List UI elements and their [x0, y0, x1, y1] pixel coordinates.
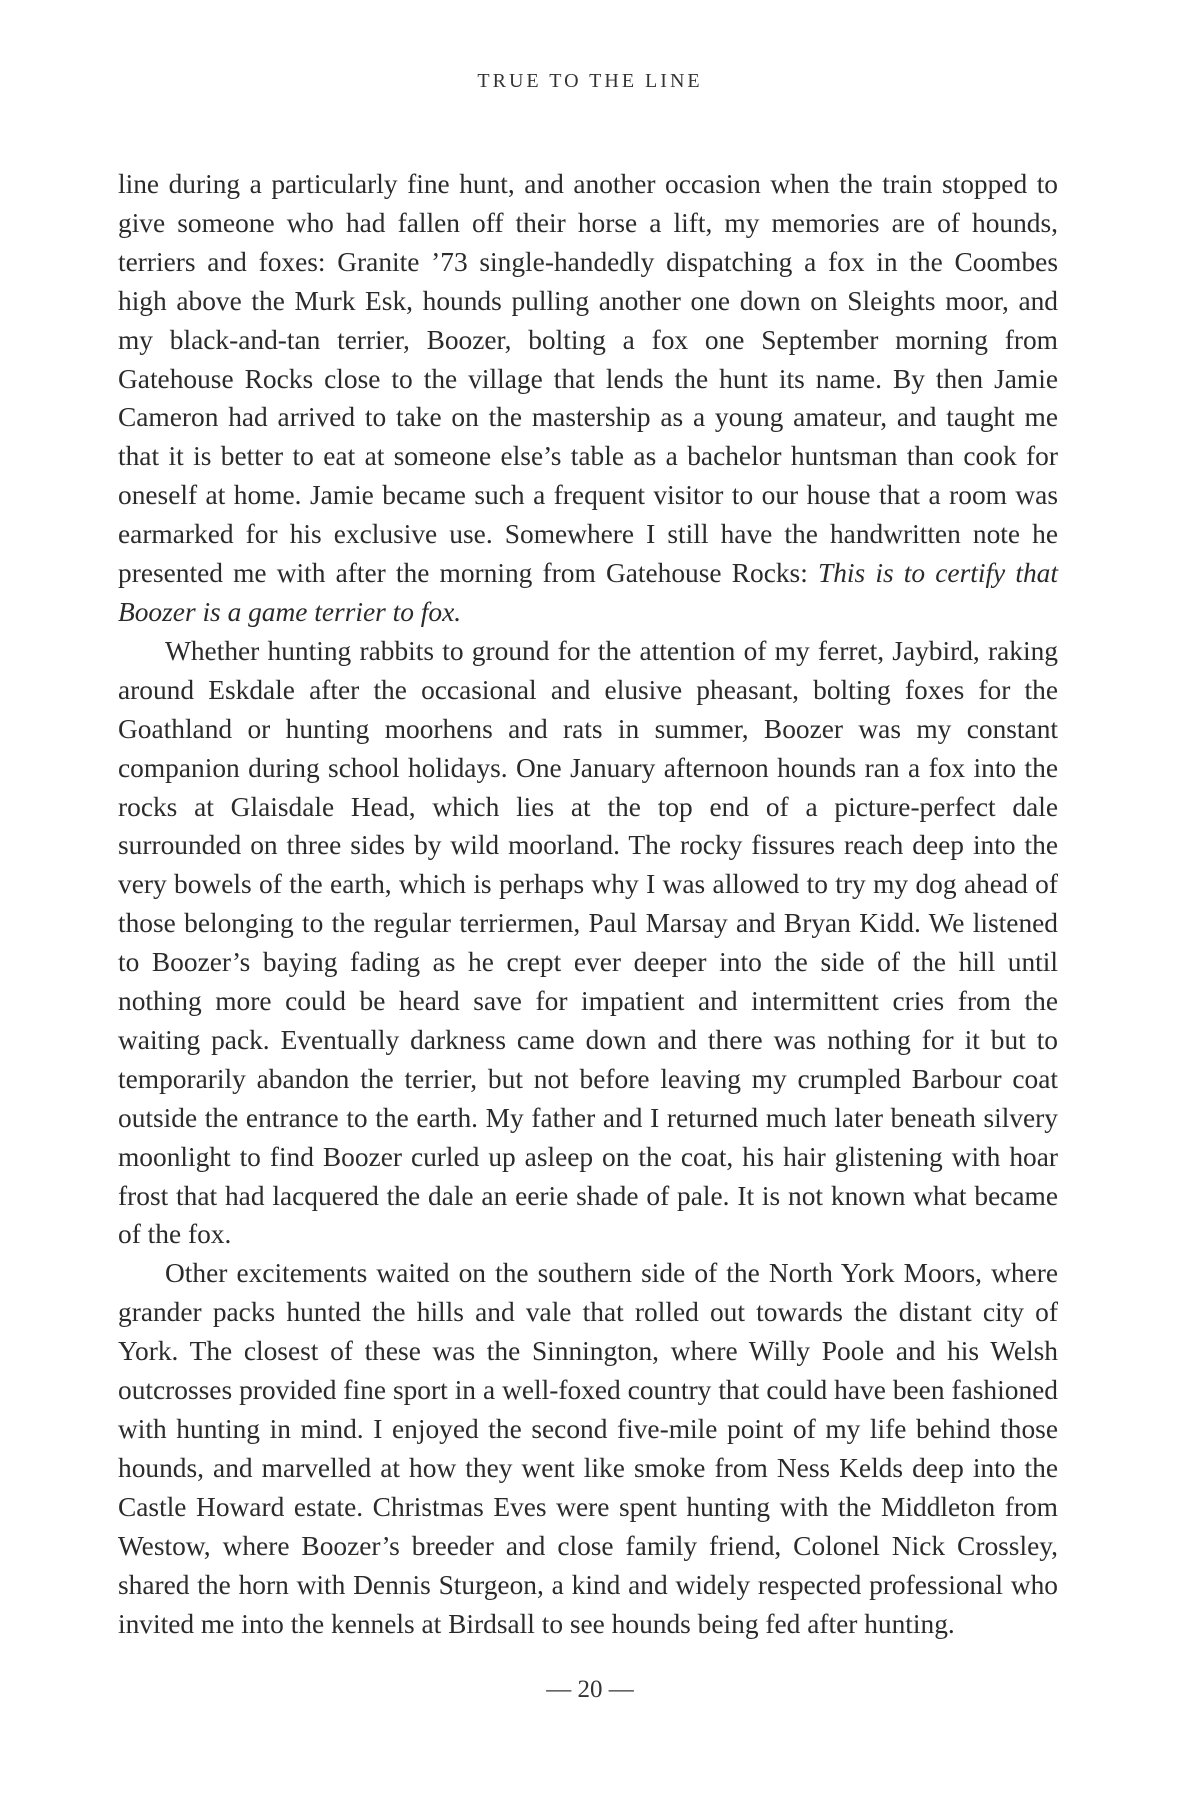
paragraph-1-text: line during a particularly fine hunt, and another occasion when the train stopped to give someone who had fallen off their horse a lift, my memories are of hounds, terriers and foxes: Granite ’73 single-handedly dispatching a fox in the Coombes high above the Murk Esk, hounds pulling another one down on Sleights moor, and my black-and-tan terrier, Boozer, bolting a fox one September morning from Gatehouse Rocks close to the village that lends the hunt its name. By then Jamie Cameron had arrived to take on the mastership as a young amateur, and taught me that it is better to eat at someone else’s table as a bachelor huntsman than cook for oneself at home. Jamie became such a frequent visitor to our house that a room was earmarked for his exclusive use. Somewhere I still have the handwritten note he presented me with after the morning from Gatehouse Rocks: — [118, 169, 1058, 589]
certificate-quote: This is to certify that Boozer is a game terrier to fox. — [118, 558, 1058, 627]
page-number: — 20 — — [546, 1676, 634, 1703]
body-text — [118, 165, 1058, 1643]
running-head: TRUE TO THE LINE — [477, 70, 703, 92]
paragraph-1 — [118, 165, 1058, 632]
paragraph-2: Whether hunting rabbits to ground for the attention of my ferret, Jaybird, raking around Eskdale after the occasional and elusive pheasant, bolting foxes for the Goathland or hunting moorhens and rats in summer, Boozer was my constant companion during school holidays. One January afternoon hounds ran a fox into the rocks at Glaisdale Head, which lies at the top end of a picture-perfect dale surrounded on three sides by wild moorland. The rocky fissures reach deep into the very bowels of the earth, which is perhaps why I was allowed to try my dog ahead of those belonging to the regular terriermen, Paul Marsay and Bryan Kidd. We listened to Boozer’s baying fading as he crept ever deeper into the side of the hill until nothing more could be heard save for impatient and intermittent cries from the waiting pack. Eventually darkness came down and there was nothing for it but to temporarily abandon the terrier, but not before leaving my crumpled Barbour coat outside the entrance to the earth. My father and I returned much later beneath silvery moonlight to find Boozer curled up asleep on the coat, his hair glistening with hoar frost that had lacquered the dale an eerie shade of pale. It is not known what became of the fox. — [118, 635, 1058, 1250]
paragraph-3: Other excitements waited on the southern side of the North York Moors, where grander packs hunted the hills and vale that rolled out towards the distant city of York. The closest of these was the Sinnington, where Willy Poole and his Welsh outcrosses provided fine sport in a well-foxed country that could have been fashioned with hunting in mind. I enjoyed the second five-mile point of my life behind those hounds, and marvelled at how they went like smoke from Ness Kelds deep into the Castle Howard estate. Christmas Eves were spent hunting with the Middleton from Westow, where Boozer’s breeder and close family friend, Colonel Nick Crossley, shared the horn with Dennis Sturgeon, a kind and widely respected professional who invited me into the kennels at Birdsall to see hounds being fed after hunting. — [118, 1258, 1058, 1639]
